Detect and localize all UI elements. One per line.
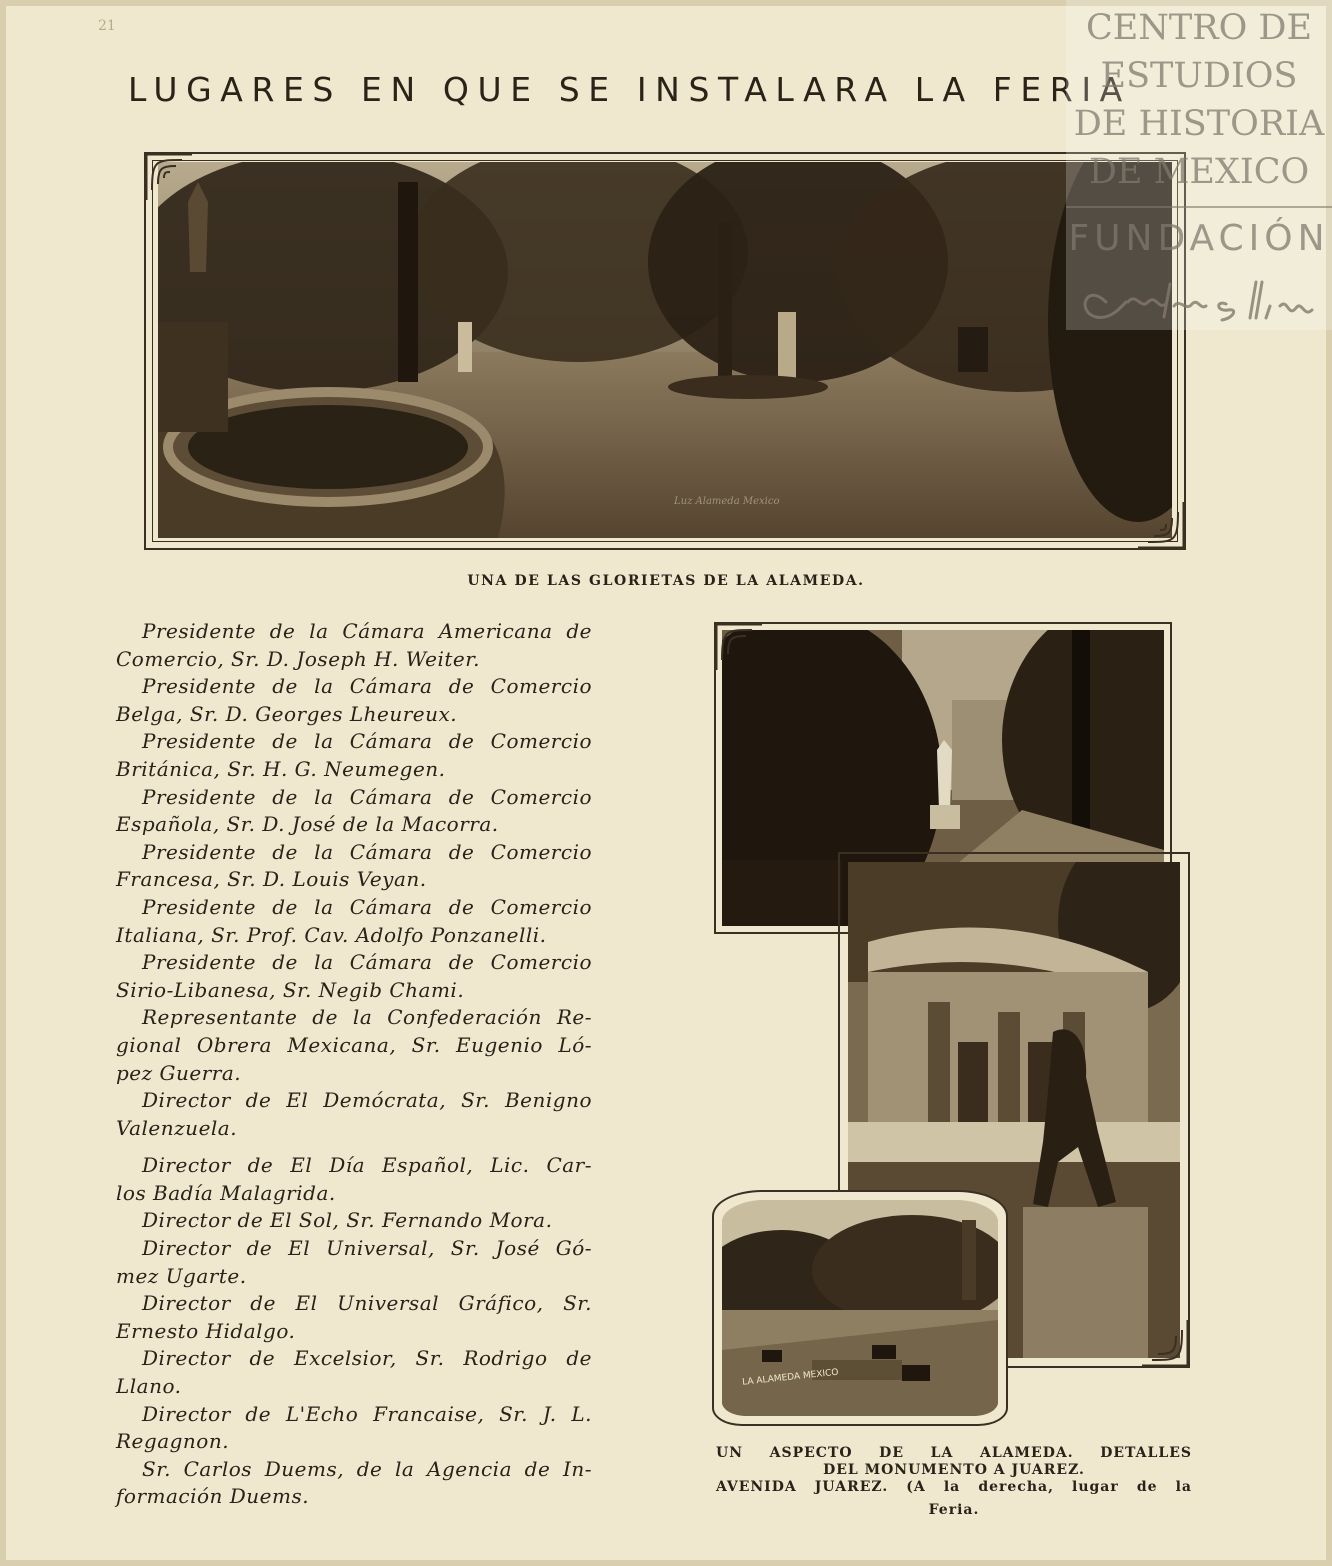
- entry-first-line: Representante de la Confederación Re-: [142, 1005, 592, 1030]
- bottom-right-ornament: [1134, 498, 1188, 552]
- entry-continuation-line: Llano.: [116, 1374, 182, 1399]
- entry-first-line: Director de El Universal Gráfico, Sr.: [142, 1291, 592, 1316]
- entry-first-line: Presidente de la Cámara de Comercio: [142, 894, 592, 919]
- glorieta-scene: [158, 162, 1172, 538]
- entry-continuation-line: los Badía Malagrida.: [116, 1180, 336, 1205]
- entry-continuation-line: formación Duems.: [116, 1484, 310, 1509]
- watermark-line-4: DE MEXICO: [1088, 152, 1310, 192]
- photo-imprint: Luz Alameda Mexico: [674, 496, 780, 507]
- caption-line-1: UN ASPECTO DE LA ALAMEDA. DETALLES: [716, 1445, 1192, 1461]
- entry-first-line: Director de El Sol, Sr. Fernando Mora.: [142, 1208, 553, 1233]
- archive-watermark: [1066, 0, 1332, 330]
- postcard-inscription: LA ALAMEDA MEXICO: [741, 1367, 839, 1388]
- watermark-line-3: DE HISTORIA: [1073, 104, 1325, 144]
- bottom-photos-caption: [716, 1445, 1192, 1519]
- entry-first-line: Presidente de la Cámara de Comercio: [142, 950, 592, 975]
- entry-continuation-line: Española, Sr. D. José de la Macorra.: [116, 812, 499, 837]
- entry-continuation-line: Regagnon.: [116, 1429, 230, 1454]
- caption-line-2: DEL MONUMENTO A JUAREZ.: [823, 1462, 1085, 1478]
- paragraph-gap: [116, 1142, 592, 1152]
- entry-first-line: Presidente de la Cámara de Comercio: [142, 839, 592, 864]
- entry-continuation-line: gional Obrera Mexicana, Sr. Eugenio Ló-: [116, 1032, 592, 1057]
- entry-continuation-line: Valenzuela.: [116, 1115, 238, 1140]
- watermark-line-1: CENTRO DE: [1085, 8, 1313, 48]
- signature-logo: [1066, 262, 1332, 332]
- watermark-divider: [1066, 206, 1332, 208]
- entry-first-line: Director de El Día Español, Lic. Car-: [142, 1153, 592, 1178]
- entry-first-line: Sr. Carlos Duems, de la Agencia de In-: [142, 1456, 592, 1481]
- caption-line-4: Feria.: [928, 1502, 980, 1518]
- top-left-ornament: [142, 150, 196, 204]
- entry-continuation-line: Francesa, Sr. D. Louis Veyan.: [116, 867, 427, 892]
- entry-continuation-line: pez Guerra.: [116, 1060, 242, 1085]
- entry-first-line: Presidente de la Cámara Americana de: [142, 619, 592, 643]
- monument-bottom-right-ornament: [1138, 1316, 1192, 1370]
- caption-line-3: AVENIDA JUAREZ. (A la derecha, lugar de la: [716, 1479, 1192, 1495]
- entry-continuation-line: Comercio, Sr. D. Joseph H. Weiter.: [116, 646, 480, 671]
- page-stamp: 21: [98, 18, 116, 34]
- entry-first-line: Presidente de la Cámara de Comercio: [142, 674, 592, 699]
- entry-continuation-line: Italiana, Sr. Prof. Cav. Adolfo Ponzanelli.: [116, 922, 547, 947]
- attendee-list: [116, 618, 592, 1511]
- entry-continuation-line: Belga, Sr. D. Georges Lheureux.: [116, 701, 458, 726]
- top-photo-caption: UNA DE LAS GLORIETAS DE LA ALAMEDA.: [467, 573, 865, 589]
- entry-first-line: Presidente de la Cámara de Comercio: [142, 784, 592, 809]
- entry-continuation-line: Sirio-Libanesa, Sr. Negib Chami.: [116, 977, 465, 1002]
- watermark-line-2: ESTUDIOS: [1100, 56, 1298, 96]
- entry-first-line: Director de Excelsior, Sr. Rodrigo de: [142, 1346, 592, 1371]
- entry-first-line: Director de L'Echo Francaise, Sr. J. L.: [142, 1401, 592, 1426]
- watermark-foundation: FUNDACIÓN: [1068, 218, 1330, 259]
- alameda-glorieta-photo: [158, 162, 1172, 538]
- entry-continuation-line: Británica, Sr. H. G. Neumegen.: [116, 756, 446, 781]
- entry-continuation-line: Ernesto Hidalgo.: [116, 1318, 296, 1343]
- entry-continuation-line: mez Ugarte.: [116, 1263, 247, 1288]
- page-title: LUGARES EN QUE SE INSTALARA LA FERIA: [128, 70, 1131, 109]
- entry-first-line: Presidente de la Cámara de Comercio: [142, 729, 592, 754]
- entry-first-line: Director de El Universal, Sr. José Gó-: [142, 1236, 592, 1261]
- avenida-juarez-photo: [722, 1200, 998, 1416]
- aspect-top-left-ornament: [712, 620, 766, 674]
- entry-first-line: Director de El Demócrata, Sr. Benigno: [142, 1088, 592, 1113]
